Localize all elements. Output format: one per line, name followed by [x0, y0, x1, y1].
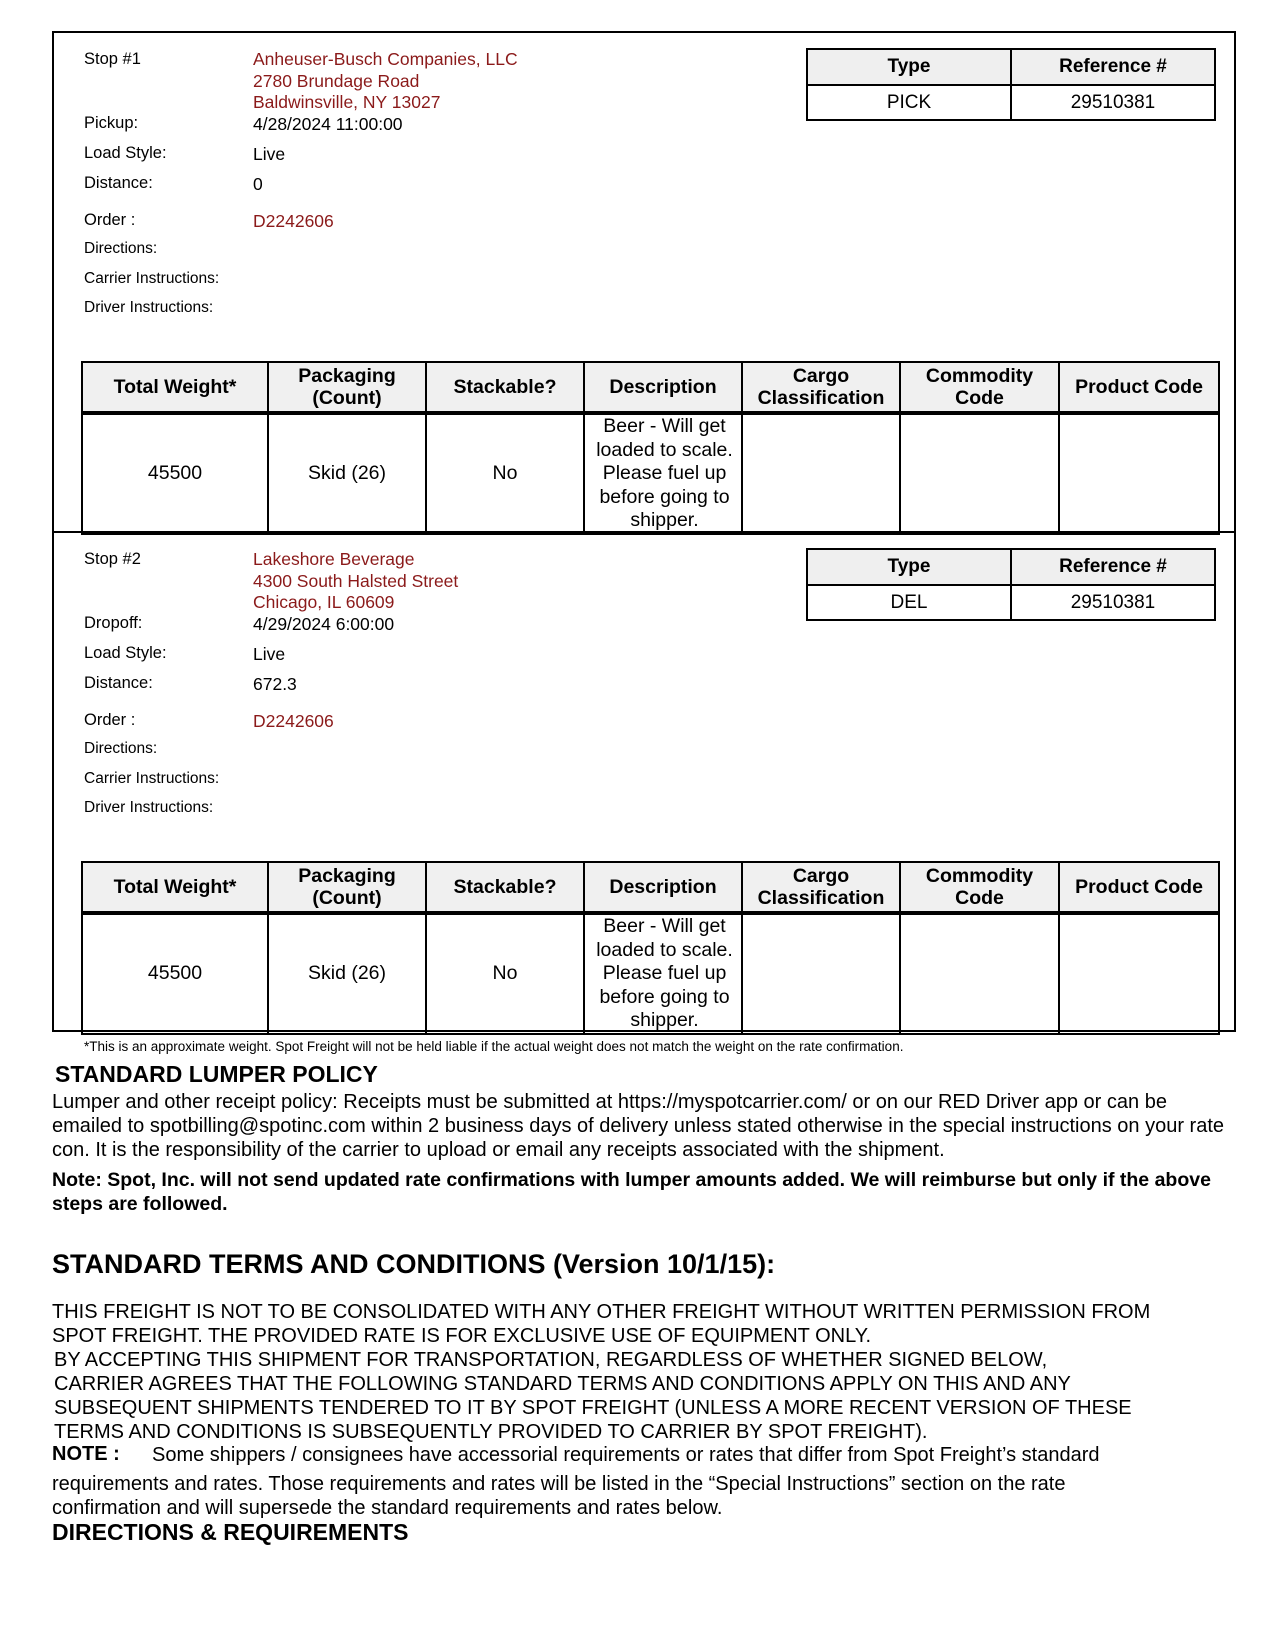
product-code-cell [1059, 413, 1219, 534]
commodity-code-cell [900, 913, 1059, 1034]
terms-line: SPOT FREIGHT. THE PROVIDED RATE IS FOR EXCLUSIVE USE OF EQUIPMENT ONLY. [52, 1325, 872, 1347]
stop-label: Stop #2 [84, 550, 141, 568]
header-stackable: Stackable? [426, 862, 584, 913]
driver-instructions-label: Driver Instructions: [84, 799, 214, 816]
terms-note-line: confirmation and will supersede the standard requirements and rates below. [52, 1497, 723, 1519]
header-packaging: Packaging (Count) [268, 362, 426, 413]
load-style-value: Live [253, 144, 286, 164]
distance-value: 0 [253, 174, 263, 194]
terms-note-line: Some shippers / consignees have accessorial requirements or rates that differ from Spot Freight’s standard [152, 1444, 1100, 1466]
load-style-value: Live [253, 644, 286, 664]
directions-requirements-title: DIRECTIONS & REQUIREMENTS [52, 1519, 409, 1545]
reference-table [806, 48, 1216, 121]
carrier-instructions-label: Carrier Instructions: [84, 270, 220, 287]
stop-address: 4300 South Halsted Street [253, 571, 459, 591]
type-value: PICK [807, 85, 1011, 120]
description-cell: Beer - Will get loaded to scale. Please fuel up before going to shipper. [584, 413, 742, 534]
order-label: Order : [84, 711, 136, 729]
stackable-cell: No [426, 913, 584, 1034]
directions-label: Directions: [84, 740, 158, 757]
type-header: Type [807, 49, 1011, 85]
distance-label: Distance: [84, 674, 153, 692]
header-commodity-code: Commodity Code [900, 862, 1059, 913]
header-product-code: Product Code [1059, 862, 1219, 913]
table-row [82, 413, 1219, 534]
stop-address: 2780 Brundage Road [253, 71, 420, 91]
lumper-policy-title: STANDARD LUMPER POLICY [55, 1061, 378, 1087]
distance-label: Distance: [84, 174, 153, 192]
cargo-classification-cell [742, 913, 900, 1034]
reference-number: 29510381 [1011, 585, 1215, 620]
carrier-instructions-label: Carrier Instructions: [84, 770, 220, 787]
distance-value: 672.3 [253, 674, 297, 694]
reference-number: 29510381 [1011, 85, 1215, 120]
header-cargo-classification: Cargo Classification [742, 862, 900, 913]
order-number: D2242606 [253, 211, 334, 231]
order-number: D2242606 [253, 711, 334, 731]
stop-company: Anheuser-Busch Companies, LLC [253, 49, 518, 69]
packaging-cell: Skid (26) [268, 413, 426, 534]
reference-table [806, 548, 1216, 621]
header-packaging: Packaging (Count) [268, 862, 426, 913]
terms-line: CARRIER AGREES THAT THE FOLLOWING STANDARD TERMS AND CONDITIONS APPLY ON THIS AND ANY [54, 1373, 1071, 1395]
product-code-cell [1059, 913, 1219, 1034]
dropoff-time: 4/29/2024 6:00:00 [253, 614, 395, 634]
packaging-cell: Skid (26) [268, 913, 426, 1034]
load-style-label: Load Style: [84, 644, 167, 662]
header-description: Description [584, 862, 742, 913]
commodity-code-cell [900, 413, 1059, 534]
header-total-weight: Total Weight* [82, 862, 268, 913]
cargo-classification-cell [742, 413, 900, 534]
cargo-table [81, 361, 1220, 535]
lumper-policy-note: Note: Spot, Inc. will not send updated rate confirmations with lumper amounts added. We will reimburse but only if the above steps are followed. [52, 1169, 1211, 1215]
stop-city: Chicago, IL 60609 [253, 592, 395, 612]
description-cell: Beer - Will get loaded to scale. Please fuel up before going to shipper. [584, 913, 742, 1034]
weight-footnote: *This is an approximate weight. Spot Freight will not be held liable if the actual weight does not match the weight on the rate confirmation. [84, 1039, 904, 1054]
pickup-time: 4/28/2024 11:00:00 [253, 114, 403, 134]
table-row [82, 913, 1219, 1034]
stop-company: Lakeshore Beverage [253, 549, 415, 569]
terms-title: STANDARD TERMS AND CONDITIONS (Version 10/1/15): [52, 1249, 776, 1279]
header-commodity-code: Commodity Code [900, 362, 1059, 413]
terms-paragraph-1 [52, 1300, 1150, 1348]
stop-label: Stop #1 [84, 50, 141, 68]
stackable-cell: No [426, 413, 584, 534]
header-stackable: Stackable? [426, 362, 584, 413]
header-total-weight: Total Weight* [82, 362, 268, 413]
terms-line: SUBSEQUENT SHIPMENTS TENDERED TO IT BY SPOT FREIGHT (UNLESS A MORE RECENT VERSION OF THESE [54, 1397, 1132, 1419]
reference-header: Reference # [1011, 549, 1215, 585]
terms-line: BY ACCEPTING THIS SHIPMENT FOR TRANSPORTATION, REGARDLESS OF WHETHER SIGNED BELOW, [54, 1349, 1048, 1371]
total-weight-cell: 45500 [82, 413, 268, 534]
header-cargo-classification: Cargo Classification [742, 362, 900, 413]
type-value: DEL [807, 585, 1011, 620]
terms-line: THIS FREIGHT IS NOT TO BE CONSOLIDATED WITH ANY OTHER FREIGHT WITHOUT WRITTEN PERMISSION FROM [52, 1301, 1151, 1323]
stop-city: Baldwinsville, NY 13027 [253, 92, 441, 112]
driver-instructions-label: Driver Instructions: [84, 299, 214, 316]
header-description: Description [584, 362, 742, 413]
order-label: Order : [84, 211, 136, 229]
total-weight-cell: 45500 [82, 913, 268, 1034]
pickup-label: Pickup: [84, 114, 139, 132]
reference-header: Reference # [1011, 49, 1215, 85]
lumper-policy-body: Lumper and other receipt policy: Receipts must be submitted at https://myspotcarrier.com/ or on our RED Driver app or can be emailed to spotbilling@spotinc.com within 2 business days of delivery unless stated otherwise in the special instructions on your rate con. It is the responsibility of the carrier to upload or email any receipts associated with the shipment. [52, 1091, 1225, 1161]
terms-note-label: NOTE : [52, 1443, 120, 1465]
load-style-label: Load Style: [84, 144, 167, 162]
cargo-table [81, 861, 1220, 1035]
header-product-code: Product Code [1059, 362, 1219, 413]
terms-note-line: requirements and rates. Those requirements and rates will be listed in the “Special Instructions” section on the rate [52, 1473, 1066, 1495]
terms-paragraph-2 [54, 1348, 1132, 1444]
directions-label: Directions: [84, 240, 158, 257]
terms-line: TERMS AND CONDITIONS IS SUBSEQUENTLY PROVIDED TO CARRIER BY SPOT FREIGHT). [54, 1421, 928, 1443]
type-header: Type [807, 549, 1011, 585]
dropoff-label: Dropoff: [84, 614, 143, 632]
